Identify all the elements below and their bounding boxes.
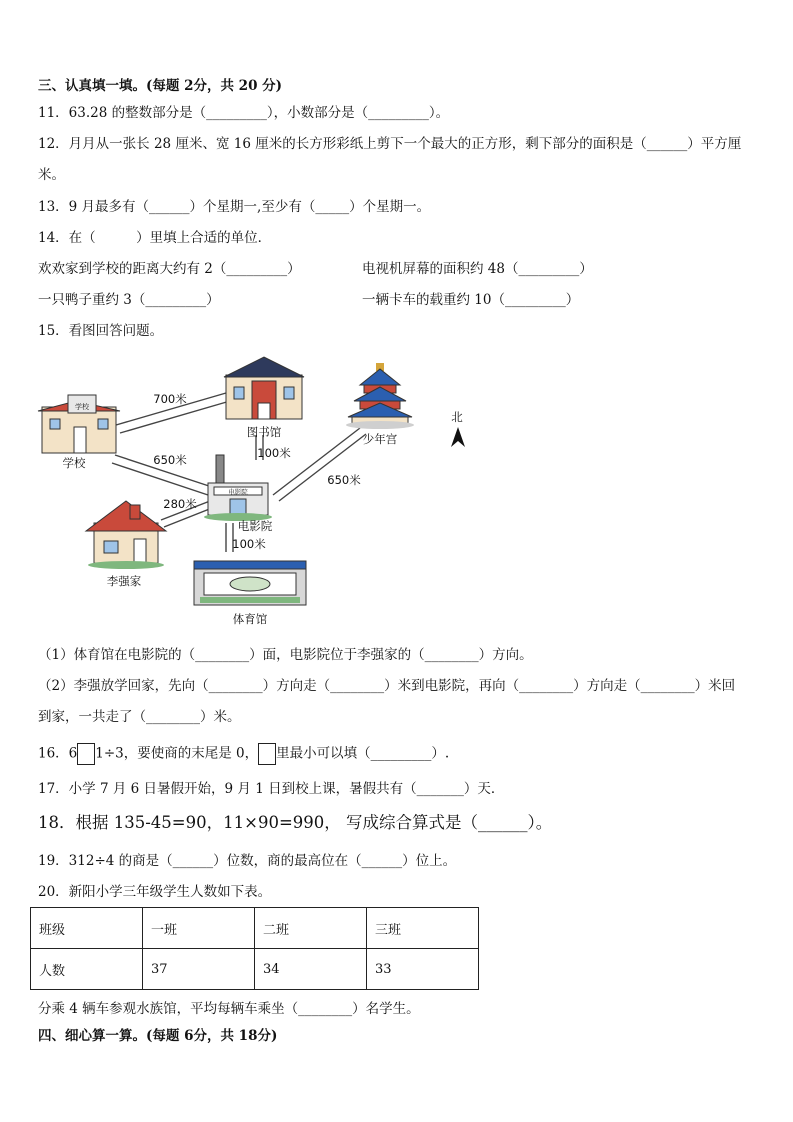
north-arrow-icon — [451, 427, 465, 447]
cinema-sign: 电影院 — [228, 488, 248, 496]
distance-school-library: 700米 — [153, 392, 187, 406]
gym-label: 体育馆 — [232, 612, 268, 626]
question-19: 19．312÷4 的商是（______）位数，商的最高位在（______）位上。 — [38, 853, 457, 869]
gym-icon — [194, 561, 306, 605]
class-table — [30, 907, 479, 990]
table-cell: 人数 — [31, 949, 143, 990]
question-14-d: 一辆卡车的载重约 10（_________） — [362, 292, 580, 308]
cinema-icon — [204, 455, 272, 521]
home-icon — [86, 501, 166, 569]
distance-school-cinema: 650米 — [153, 453, 187, 467]
question-12-line2: 米。 — [38, 167, 65, 183]
home-label: 李强家 — [106, 574, 142, 588]
blank-box — [77, 743, 95, 765]
table-row — [31, 908, 479, 949]
question-15-sub2-line1: （2）李强放学回家，先向（________）方向走（________）米到电影院，再向（________）方向走（________）米回 — [38, 678, 736, 694]
palace-label: 少年宫 — [362, 432, 398, 446]
question-20-after: 分乘 4 辆车参观水族馆，平均每辆车乘坐（________）名学生。 — [38, 1001, 420, 1017]
question-17: 17．小学 7 月 6 日暑假开始，9 月 1 日到校上课，暑假共有（_______）天． — [38, 781, 505, 797]
distance-home-cinema: 280米 — [163, 497, 197, 511]
table-cell: 一班 — [143, 908, 255, 949]
question-16-post: 里最小可以填（_________）. — [276, 745, 450, 762]
section-3-title: 三、认真填一填。(每题 2分，共 20 分) — [38, 78, 283, 94]
question-15-sub1: （1）体育馆在电影院的（________）面，电影院位于李强家的（________）方向。 — [38, 647, 533, 663]
question-15-stem: 15．看图回答问题。 — [38, 323, 164, 339]
question-14-c: 一只鸭子重约 3（_________） — [38, 292, 220, 308]
blank-box — [258, 743, 276, 765]
question-16-pre: 16．6 — [38, 745, 78, 762]
library-icon — [224, 357, 304, 419]
question-20-stem: 20．新阳小学三年级学生人数如下表。 — [38, 884, 272, 900]
school-icon — [38, 395, 120, 453]
library-label: 图书馆 — [246, 425, 282, 439]
section-4-title: 四、细心算一算。(每题 6分，共 18分) — [38, 1028, 278, 1044]
question-16-mid: 1÷3，要使商的末尾是 0， — [95, 745, 259, 762]
question-11: 11．63.28 的整数部分是（_________），小数部分是（_________）。 — [38, 105, 450, 121]
question-14-stem: 14．在（ ）里填上合适的单位． — [38, 230, 272, 246]
map-figure — [30, 355, 490, 635]
question-14-b: 电视机屏幕的面积约 48（_________） — [362, 261, 593, 277]
distance-palace-cinema: 650米 — [327, 473, 361, 487]
school-sign: 学校 — [75, 403, 89, 411]
question-16 — [38, 743, 449, 765]
cinema-label: 电影院 — [237, 519, 273, 533]
question-12-line1: 12．月月从一张长 28 厘米、宽 16 厘米的长方形彩纸上剪下一个最大的正方形，剩下部分的面积是（______）平方厘 — [38, 136, 742, 152]
table-cell: 33 — [367, 949, 479, 990]
question-15-sub2-line2: 到家，一共走了（________）米。 — [38, 709, 241, 725]
table-cell: 34 — [255, 949, 367, 990]
question-13: 13．9 月最多有（______）个星期一,至少有（_____）个星期一。 — [38, 199, 431, 215]
table-cell: 二班 — [255, 908, 367, 949]
distance-library-cinema: 100米 — [257, 446, 291, 460]
question-18: 18．根据 135-45=90，11×90=990， 写成综合算式是（______）。 — [38, 813, 553, 832]
distance-cinema-gym: 100米 — [232, 537, 266, 551]
table-cell: 班级 — [31, 908, 143, 949]
table-row — [31, 949, 479, 990]
north-label: 北 — [451, 410, 463, 424]
school-label: 学校 — [62, 456, 86, 470]
question-14-a: 欢欢家到学校的距离大约有 2（_________） — [38, 261, 301, 277]
table-cell: 37 — [143, 949, 255, 990]
table-cell: 三班 — [367, 908, 479, 949]
palace-icon — [346, 363, 414, 429]
